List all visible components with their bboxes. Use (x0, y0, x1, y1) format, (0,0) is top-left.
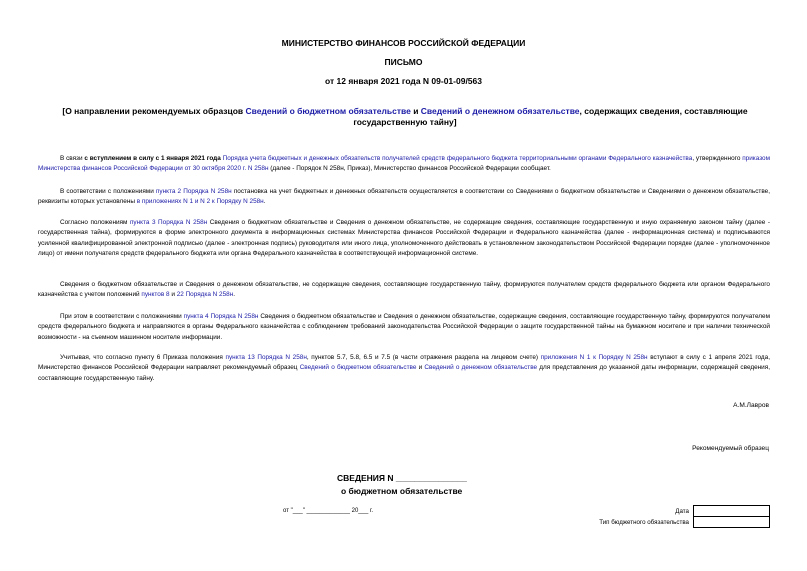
paragraph-text: , утвержденного (692, 155, 743, 162)
paragraph-text: . (263, 198, 266, 206)
document-type: ПИСЬМО (384, 57, 423, 67)
paragraph-text: постановка на учет бюджетных и денежных обязательств осуществляется в соответствии со Сведениями о бюджетном обязательстве и Сведениями о денежном обязательстве, реквизиты которых установлены (38, 188, 770, 206)
link-monetary-obligation-form[interactable]: Сведений о денежном обязательстве (424, 364, 538, 372)
paragraph-text: . (233, 291, 236, 299)
paragraph-text: Сведения о бюджетном обязательстве и Сведения о денежном обязательстве, не содержащие сведения, составляющие государственную тайну, формируются получателем средств федерального бюджета или органом Федерального казначейства с учетом положений (38, 281, 770, 299)
paragraph-text: При этом в соответствии с положениями (60, 313, 184, 320)
form-header-table (583, 505, 770, 528)
subject-text: и (410, 106, 421, 116)
paragraph-text: , пунктов 5.7, 5.8, 6.5 и 7.5 (в части отражения раздела на лицевом счете) (306, 354, 541, 361)
paragraph-text: и (416, 364, 425, 372)
subject-text: [О направлении рекомендуемых образцов (62, 106, 246, 116)
paragraph-text: Учитывая, что согласно пункту 6 Приказа положения (60, 354, 226, 361)
paragraph-text: Согласно положениям (60, 219, 130, 226)
form-subtitle: о бюджетном обязательстве (341, 486, 463, 496)
link-appendix-1[interactable]: приложения N 1 к Порядку N 258н (540, 354, 648, 361)
paragraph-text: для представления до указанной даты информации, содержащей сведения, составляющие государственную тайну. (38, 364, 770, 382)
link-procedure[interactable]: Порядка учета бюджетных и денежных обязательств получателей средств федерального бюджета территориальными органами Федерального казначейства (222, 155, 693, 162)
recommended-sample-label: Рекомендуемый образец (692, 445, 769, 452)
obligation-type-label: Тип бюджетного обязательства (599, 518, 689, 526)
link-item-2[interactable]: пункта 2 Порядка N 258н (155, 188, 232, 195)
date-cell[interactable] (694, 506, 770, 517)
paragraph-4 (38, 280, 770, 301)
paragraph-1 (38, 154, 770, 175)
link-budget-obligation[interactable]: Сведений о бюджетном обязательстве (245, 106, 411, 116)
paragraph-2 (38, 187, 770, 208)
link-item-22[interactable]: 22 Порядка N 258н (176, 291, 234, 299)
paragraph-text: и (169, 291, 177, 299)
signature: А.М.Лавров (733, 402, 769, 409)
paragraph-text: Сведения о бюджетном обязательстве и Сведения о денежном обязательстве, содержащие сведения, составляющие государственную тайну, формируются получателем средств федерального бюджета и направляются в органы Федерального казначейства с соблюдением требований законодательства Российской Федерации о защите государственной тайны на бумажном носителе и при наличии технической возможности - на съемном машинном носителе информации. (38, 313, 770, 341)
link-items-8[interactable]: пунктов 8 (141, 291, 170, 299)
paragraph-3 (38, 218, 770, 259)
link-item-3[interactable]: пункта 3 Порядка N 258н (129, 219, 208, 226)
link-item-13[interactable]: пункта 13 Порядка N 258н (225, 354, 307, 361)
link-budget-obligation-form[interactable]: Сведений о бюджетном обязательстве (299, 364, 417, 372)
paragraph-text: В соответствии с положениями (60, 188, 156, 195)
document-date-number: от 12 января 2021 года N 09-01-09/563 (325, 76, 482, 86)
paragraph-5 (38, 312, 770, 343)
obligation-type-cell[interactable] (694, 517, 770, 528)
paragraph-text: (далее - Порядок N 258н, Приказ), Министерство финансов Российской Федерации сообщает. (268, 165, 551, 173)
link-appendices-1-2[interactable]: в приложениях N 1 и N 2 к Порядку N 258н (136, 198, 264, 206)
subject-text: , содержащих сведения, составляющие государственную тайну] (353, 106, 748, 127)
link-order-258n[interactable]: приказом Министерства финансов Российской Федерации от 30 октября 2020 г. N 258н (38, 155, 770, 173)
link-monetary-obligation[interactable]: Сведений о денежном обязательстве (420, 106, 580, 116)
document-subject (40, 106, 770, 128)
link-item-4[interactable]: пункта 4 Порядка N 258н (183, 313, 259, 320)
form-title: СВЕДЕНИЯ N _______________ (337, 473, 467, 483)
paragraph-bold-text: с вступлением в силу с 1 января 2021 года (84, 155, 223, 162)
form-date-line: от "___" _____________ 20___ г. (283, 508, 374, 514)
paragraph-text: вступают в силу с 1 апреля 2021 года, Министерство финансов Российской Федерации направляет рекомендуемый образец (38, 354, 770, 372)
paragraph-text: Сведения о бюджетном обязательстве и Сведения о денежном обязательстве, не содержащие сведения, составляющие государственную и иную охраняемую законом тайну (далее - государственная тайна), формируются в форме электронного документа в информационных системах Министерства финансов Российской Федерации и Федерального казначейства (далее - информационная система) и подписываются усиленной квалифицированной электронной подписью (далее - электронная подпись) руководителя или иного лица, уполномоченного действовать в установленном законодательством Российской Федерации порядке (далее - уполномоченное лицо) от имени получателя средств федерального бюджета или органа Федерального казначейства в соответствующей информационной системе. (38, 219, 770, 257)
date-label: Дата (675, 507, 689, 515)
paragraph-text: В связи (60, 155, 85, 162)
ministry-title: МИНИСТЕРСТВО ФИНАНСОВ РОССИЙСКОЙ ФЕДЕРАЦИИ (281, 38, 526, 48)
paragraph-6 (38, 353, 770, 384)
